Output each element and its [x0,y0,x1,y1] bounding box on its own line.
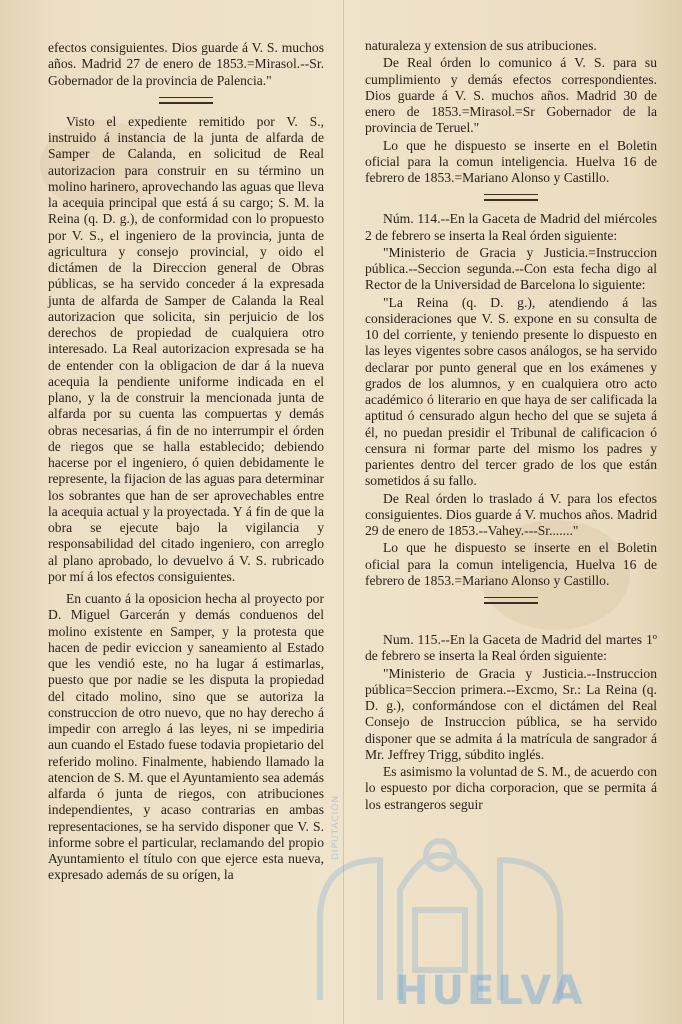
right-column [365,38,657,813]
paragraph: "La Reina (q. D. g.), atendiendo á las consideraciones que V. S. expone en su consulta de 10 del corriente, y teniendo presente lo dispuesto en las leyes vigentes sobre casos análogos, se ha servido declarar por punto general que en los exámenes y grados de los alumnos, y en cualquiera otro acto académico ó literario en que haya de ser calificada la aptitud ó censurado algun hecho del que se sujeta á él, no puedan presidir el Tribunal de calificacion ó censura ni formar parte del mismo los padres y parientes dentro del tercer grado de los que están sometidos á su fallo. [365,294,657,489]
paragraph: Visto el expediente remitido por V. S., instruido á instancia de la junta de alfarda de Samper de Calanda, en solicitud de Real autorizacion para construir en su término un molino harinero, aprovechando las aguas que lleva la acequia principal que está á su cargo; S. M. la Reina (q. D. g.), de conformidad con lo propuesto por V. S., el ingeniero de la provincia, junta de agricultura y consejo provincial, y oido el dictámen de la Direccion general de Obras públicas, se ha servido conceder á la expresada junta de alfarda de Samper de Calanda la Real autorizacion que solicita, sin perjuicio de los derechos de propiedad de cualquiera otro interesado. La Real autorizacion expresada se ha de entender con la obligacion de dar á la nueva acequia la pendiente uniforme indicada en el plano, y la de construir la mencionada junta de alfarda por su cuenta las compuertas y demás obras necesarias, á fin de no interrumpir el órden de riegos que se halla establecido; debiendo hacerse por el ingeniero, ó quien debidamente le represente, la fijacion de las aguas para determinar los sobrantes que han de ser aprovechables entre la acequia actual y la proyectada. Y á fin de que la obra se ejecute bajo la vigilancia y responsabilidad del citado ingeniero, con arreglo al plano aprobado, lo devuelvo á V. S. rubricado por mí á los efectos consiguientes. [48,113,324,584]
watermark-text: HUELVA [395,968,586,1014]
paragraph: En cuanto á la oposicion hecha al proyecto por D. Miguel Garcerán y demás conduenos del molino existente en Samper, y la protesta que hacen de pedir eviccion y saneamiento al Estado que les vendió este, no ha lugar á estimarlas, puesto que por nadie se les disputa la propiedad del citado molino, sino que se autoriza la construccion de otro nuevo, que no hay derecho á impedir con arreglo á las leyes, ni se impediria aun cuando el Estado fuese todavia propietario del referido molino. Finalmente, habiendo llamado la atencion de S. M. que el Ayuntamiento sea además alfarda ó junta de riegos, con atribuciones independientes, y acaso contrarias en ambas representaciones, se ha servido disponer que V. S. informe sobre el particular, reclamando del propio Ayuntamiento el título con que ejerce esta nueva, expresado además de su orígen, la [48,591,324,883]
paragraph: De Real órden lo traslado á V. para los efectos consiguientes. Dios guarde á V. muchos años. Madrid 29 de enero de 1853.--Vahey.---Sr......." [365,490,657,538]
paragraph: Lo que he dispuesto se inserte en el Boletin oficial para la comun inteligencia, Huelva 16 de febrero de 1853.=Mariano Alonso y Castillo. [365,540,657,588]
paragraph: efectos consiguientes. Dios guarde á V. S. muchos años. Madrid 27 de enero de 1853.=Mirasol.--Sr. Gobernador de la provincia de Palencia." [48,40,324,88]
paragraph: "Ministerio de Gracia y Justicia.=Instruccion pública.--Seccion segunda.--Con esta fecha digo al Rector de la Universidad de Barcelona lo siguiente: [365,244,657,293]
paragraph: naturaleza y extension de sus atribuciones. [365,38,597,53]
section-divider [484,597,538,604]
paragraph: De Real órden lo comunico á V. S. para su cumplimiento y demás efectos correspondientes. Dios guarde á V. S. muchos años. Madrid 30 de enero de 1853.=Mirasol.=Sr Gobernador de la provincia de Teruel." [365,55,657,136]
spacer [365,614,657,632]
notice-heading: Num. 115.--En la Gaceta de Madrid del martes 1º de febrero se inserta la Real órden siguiente: [365,632,657,664]
paragraph: Es asimismo la voluntad de S. M., de acuerdo con lo espuesto por dicha corporacion, que se permita á los estrangeros seguir [365,764,657,812]
paragraph: Lo que he dispuesto se inserte en el Boletin oficial para la comun inteligencia. Huelva 16 de febrero de 1853.=Mariano Alonso y Castillo. [365,137,657,185]
section-divider [484,194,538,201]
watermark-side-text: DIPUTACIÓN [331,794,341,860]
section-divider [159,97,213,104]
left-column [48,40,324,884]
paragraph: "Ministerio de Gracia y Justicia.--Instruccion pública=Seccion primera.--Excmo, Sr.: La Reina (q. D. g.), conformándose con el dictámen del Real Consejo de Instruccion pública, se ha servido disponer que se admita á la matrícula de sangrador á Mr. Jeffrey Trigg, súbdito inglés. [365,665,657,762]
notice-heading: Núm. 114.--En la Gaceta de Madrid del miércoles 2 de febrero se inserta la Real órden siguiente: [365,211,657,243]
